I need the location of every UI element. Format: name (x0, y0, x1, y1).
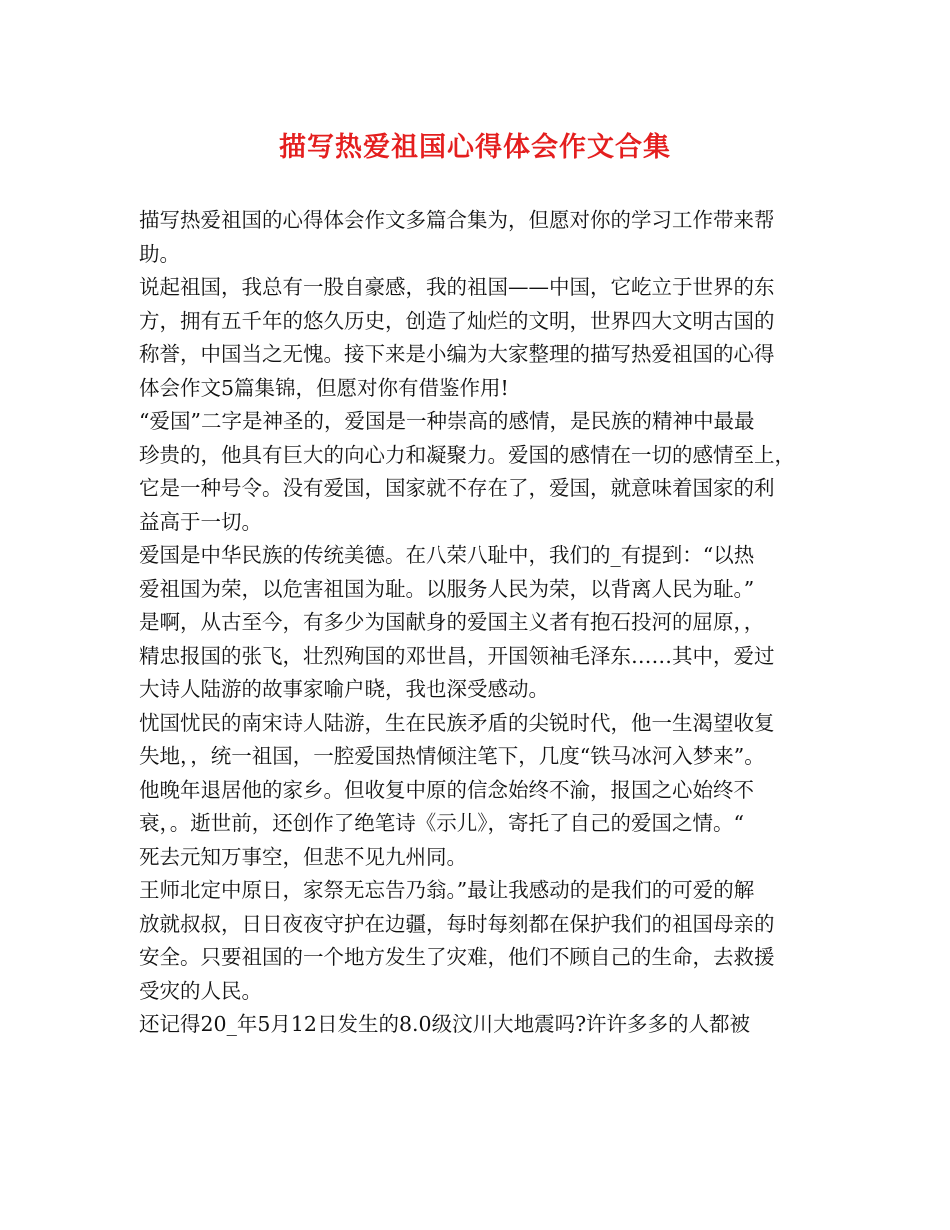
text-line: 说起祖国，我总有一股自豪感，我的祖国——中国，它屹立于世界的东 (139, 275, 775, 299)
text-line: 助。 (139, 241, 180, 266)
text-line: 描写热爱祖国的心得体会作文多篇合集为，但愿对你的学习工作带来帮 (139, 208, 775, 232)
document-body (139, 204, 819, 1042)
text-line: 方，拥有五千年的悠久历史，创造了灿烂的文明，世界四大文明古国的 (139, 308, 775, 333)
document-title: 描写热爱祖国心得体会作文合集 (279, 132, 671, 163)
text-line: 放就叔叔，日日夜夜守护在边疆，每时每刻都在保护我们的祖国母亲的 (139, 911, 775, 936)
text-line: 忧国忧民的南宋诗人陆游，生在民族矛盾的尖锐时代，他一生渴望收复 (139, 710, 775, 735)
text-line: 珍贵的，他具有巨大的向心力和凝聚力。爱国的感情在一切的感情至上， (139, 442, 795, 467)
text-line: 它是一种号令。没有爱国，国家就不存在了，爱国，就意味着国家的利 (139, 476, 775, 500)
text-line: 还记得20_年5月12日发生的8.0级汶川大地震吗?许许多多的人都被 (139, 1012, 751, 1036)
text-line: 大诗人陆游的故事家喻户晓，我也深受感动。 (139, 677, 549, 701)
text-line: 衰，。逝世前，还创作了绝笔诗《示儿》，寄托了自己的爱国之情。“ (139, 811, 744, 835)
text-line: 是啊，从古至今，有多少为国献身的爱国主义者有抱石投河的屈原，， (139, 610, 765, 634)
text-line: 称誉，中国当之无愧。接下来是小编为大家整理的描写热爱祖国的心得 (139, 342, 775, 366)
text-line: 益高于一切。 (139, 509, 262, 534)
text-line: 爱国是中华民族的传统美德。在八荣八耻中，我们的_有提到：“以热 (139, 543, 755, 567)
text-line: 死去元知万事空，但悲不见九州同。 (139, 844, 467, 869)
text-line: 失地，，统一祖国，一腔爱国热情倾注笔下，几度“铁马冰河入梦来”。 (139, 744, 765, 768)
text-line: 王师北定中原日，家祭无忘告乃翁。”最让我感动的是我们的可爱的解 (139, 878, 755, 902)
text-line: 受灾的人民。 (139, 978, 262, 1003)
text-line: 安全。只要祖国的一个地方发生了灾难，他们不顾自己的生命，去救援 (139, 945, 775, 969)
text-line: 体会作文5篇集锦，但愿对你有借鉴作用! (139, 375, 509, 400)
text-line: 精忠报国的张飞，壮烈殉国的邓世昌，开国领袖毛泽东……其中，爱过 (139, 643, 775, 668)
text-line: “爱国”二字是神圣的，爱国是一种崇高的感情，是民族的精神中最最 (139, 409, 755, 433)
text-line: 他晚年退居他的家乡。但收复中原的信念始终不渝，报国之心始终不 (139, 777, 754, 802)
text-line: 爱祖国为荣，以危害祖国为耻。以服务人民为荣，以背离人民为耻。” (139, 576, 755, 601)
